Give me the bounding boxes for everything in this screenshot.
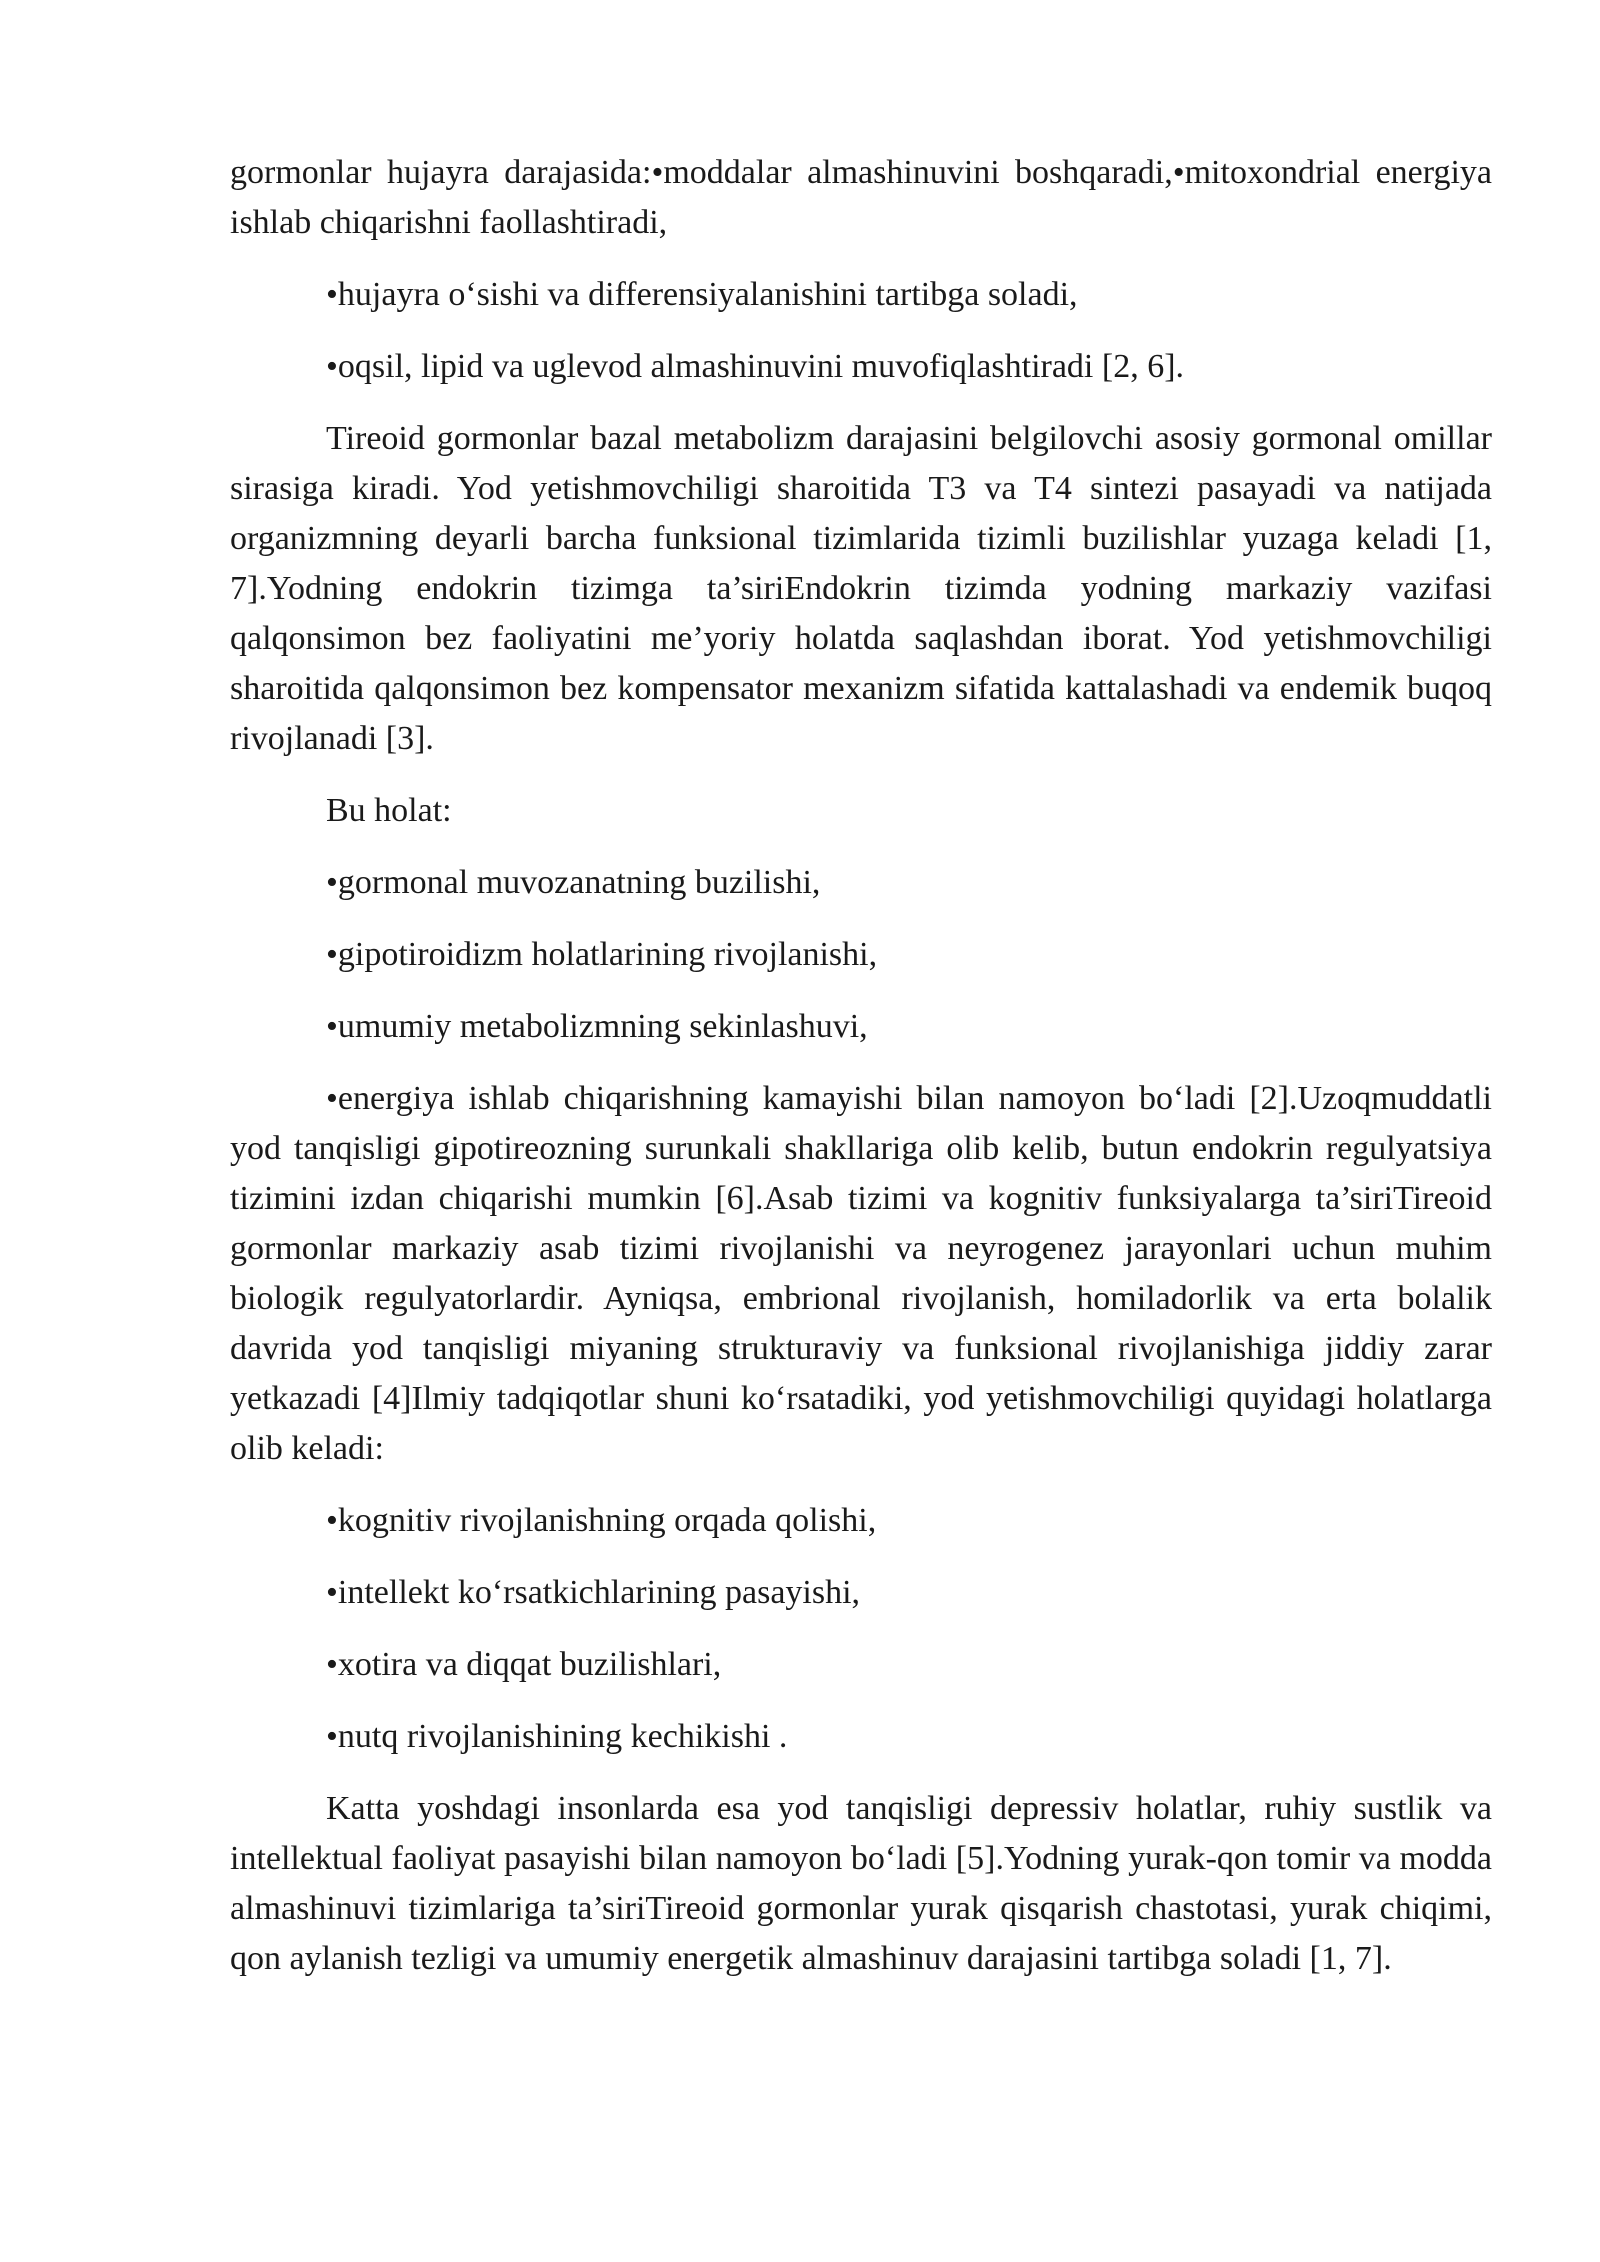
bullet-metabolism-coordination: •oqsil, lipid va uglevod almashinuvini muvofiqlashtiradi [2, 6]. xyxy=(326,348,1185,385)
paragraph-this-condition: Bu holat: xyxy=(326,792,452,829)
paragraph-nervous-system: •energiya ishlab chiqarishning kamayishi bilan namoyon bo‘ladi [2].Uzoqmuddatli yod tanqisligi gipotireozning surunkali shakllariga olib kelib, butun endokrin regulyatsiya tizimini izdan chiqarishi mumkin [6].Asab tizimi va kognitiv funksiyalarga ta’siriTireoid gormonlar markaziy asab tizimi rivojlanishi va neyrogenez jarayonlari uchun muhim biologik regulyatorlardir. Ayniqsa, embrional rivojlanish, homiladorlik va erta bolalik davrida yod tanqisligi miyaning strukturaviy va funksional rivojlanishiga jiddiy zarar yetkazadi [4]Ilmiy tadqiqotlar shuni ko‘rsatadiki, yod yetishmovchiligi quyidagi holatlarga olib keladi: xyxy=(230,1080,1492,1467)
bullet-hypothyroidism: •gipotiroidizm holatlarining rivojlanishi, xyxy=(326,936,878,973)
document-page xyxy=(230,148,1492,2006)
bullet-metabolism-slowdown: •umumiy metabolizmning sekinlashuvi, xyxy=(326,1008,868,1045)
paragraph-hormone-functions: gormonlar hujayra darajasida:•moddalar almashinuvini boshqaradi,•mitoxondrial energiya ishlab chiqarishni faollashtiradi, xyxy=(230,154,1492,241)
paragraph-adults-cardiovascular: Katta yoshdagi insonlarda esa yod tanqisligi depressiv holatlar, ruhiy sustlik va intellektual faoliyat pasayishi bilan namoyon bo‘ladi [5].Yodning yurak-qon tomir va modda almashinuvi tizimlariga ta’siriTireoid gormonlar yurak qisqarish chastotasi, yurak chiqimi, qon aylanish tezligi va umumiy energetik almashinuv darajasini tartibga soladi [1, 7]. xyxy=(230,1790,1492,1977)
bullet-memory-attention: •xotira va diqqat buzilishlari, xyxy=(326,1646,722,1683)
paragraph-thyroid-hormones: Tireoid gormonlar bazal metabolizm darajasini belgilovchi asosiy gormonal omillar sirasiga kiradi. Yod yetishmovchiligi sharoitida T3 va T4 sintezi pasayadi va natijada organizmning deyarli barcha funksional tizimlarida tizimli buzilishlar yuzaga keladi [1, 7].Yodning endokrin tizimga ta’siriEndokrin tizimda yodning markaziy vazifasi qalqonsimon bez faoliyatini me’yoriy holatda saqlashdan iborat. Yod yetishmovchiligi sharoitida qalqonsimon bez kompensator mexanizm sifatida kattalashadi va endemik buqoq rivojlanadi [3]. xyxy=(230,420,1492,757)
bullet-cognitive-delay: •kognitiv rivojlanishning orqada qolishi, xyxy=(326,1502,877,1539)
bullet-cell-growth: •hujayra o‘sishi va differensiyalanishini tartibga soladi, xyxy=(326,276,1078,313)
bullet-speech-delay: •nutq rivojlanishining kechikishi . xyxy=(326,1718,788,1755)
bullet-intellect-decline: •intellekt ko‘rsatkichlarining pasayishi, xyxy=(326,1574,861,1611)
bullet-hormonal-balance: •gormonal muvozanatning buzilishi, xyxy=(326,864,821,901)
